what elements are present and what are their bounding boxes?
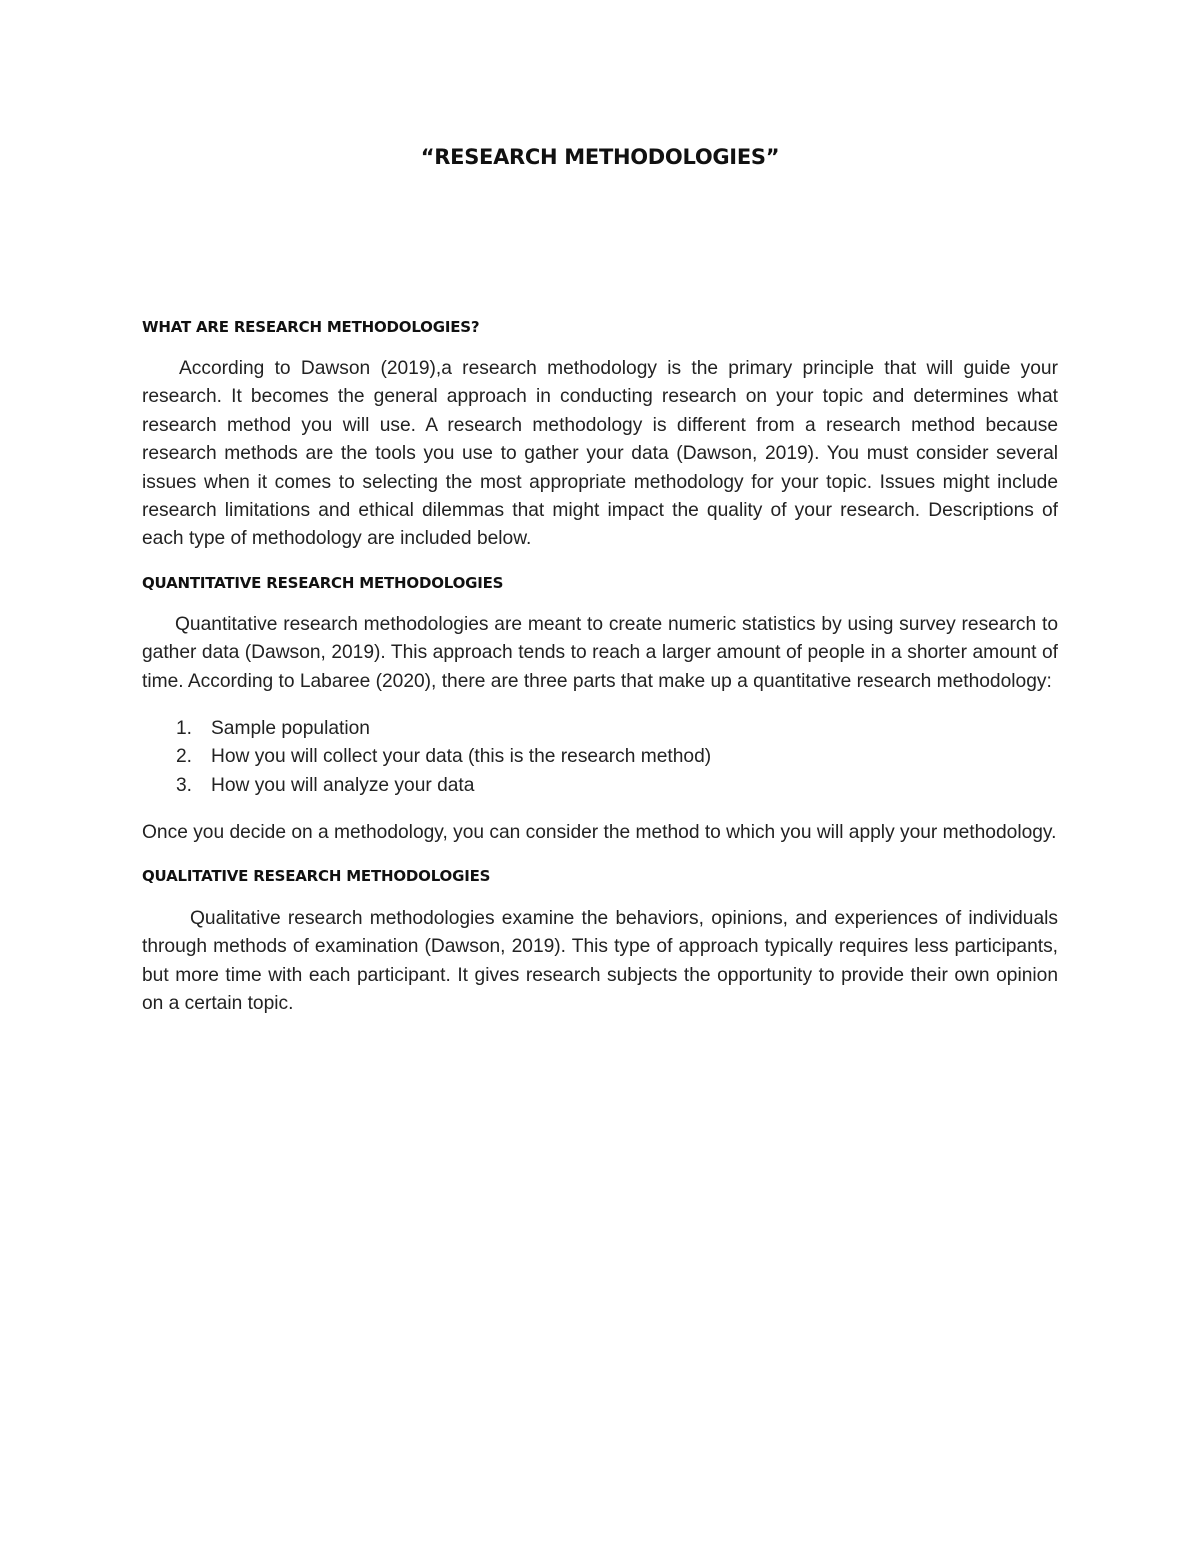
list-item-text: How you will analyze your data: [211, 774, 475, 796]
section-heading-what-are: WHAT ARE RESEARCH METHODOLOGIES?: [142, 318, 480, 336]
section-paragraph-what-are: According to Dawson (2019),a research methodology is the primary principle that will guide your research. It becomes the general approach in conducting research on your topic and determines what research method you will use. A research methodology is different from a research method because research methods are the tools you use to gather your data (Dawson, 2019). You must consider several issues when it comes to selecting the most appropriate methodology for your topic. Issues might include research limitations and ethical dilemmas that might impact the quality of your research. Descriptions of each type of methodology are included below.: [142, 358, 1058, 550]
document-title: “RESEARCH METHODOLOGIES”: [420, 145, 780, 169]
section-heading-qualitative: QUALITATIVE RESEARCH METHODOLOGIES: [142, 866, 491, 885]
section-heading-quantitative: QUANTITATIVE RESEARCH METHODOLOGIES: [142, 573, 504, 592]
list-item: [142, 772, 1058, 800]
list-item-number: 1.: [176, 718, 193, 740]
list-item-number: 2.: [176, 746, 193, 768]
list-item-number: 3.: [176, 774, 193, 796]
document-body: [142, 318, 1058, 1018]
list-item-text: How you will collect your data (this is the research method): [211, 746, 712, 768]
list-item: [142, 715, 1058, 743]
list-item: [142, 743, 1058, 771]
numbered-list: [142, 715, 1058, 800]
section-paragraph-quantitative: Quantitative research methodologies are meant to create numeric statistics by using survey research to gather data (Dawson, 2019). This approach tends to reach a larger amount of people in a shorter amount of time. According to Labaree (2020), there are three parts that make up a quantitative research methodology:: [142, 613, 1058, 692]
section-paragraph-qualitative: Qualitative research methodologies examine the behaviors, opinions, and experiences of individuals through methods of examination (Dawson, 2019). This type of approach typically requires less participants, but more time with each participant. It gives research subjects the opportunity to provide their own opinion on a certain topic.: [142, 907, 1058, 1014]
section-closing-paragraph: Once you decide on a methodology, you can consider the method to which you will apply your methodology.: [142, 822, 1057, 844]
list-item-text: Sample population: [211, 718, 370, 740]
